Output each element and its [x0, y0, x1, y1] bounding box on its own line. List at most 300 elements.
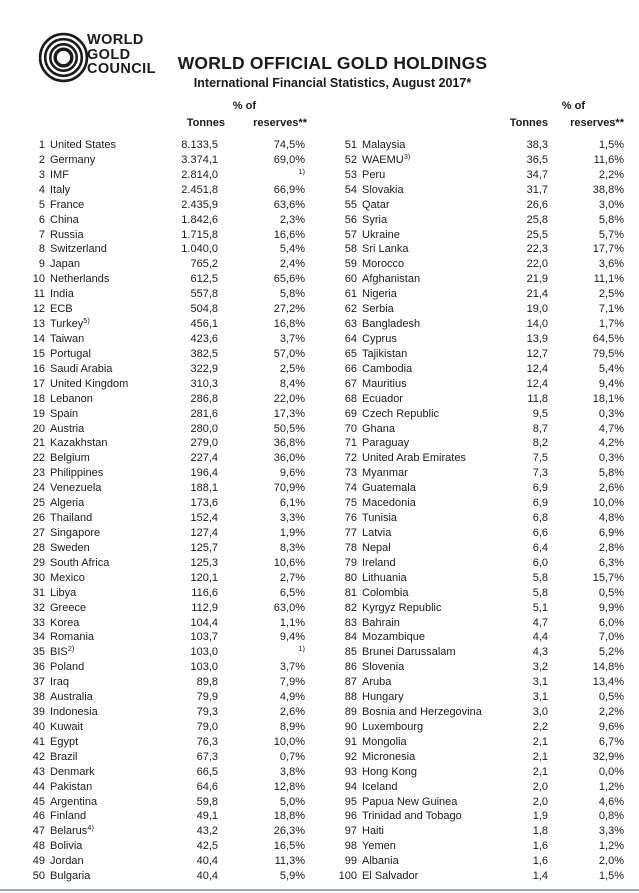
country-cell: Luxembourg: [362, 720, 424, 733]
tonnes-cell: 12,4: [526, 362, 548, 375]
rank-cell: 100: [338, 870, 357, 883]
table-row: [312, 720, 639, 735]
tonnes-cell: 4,7: [532, 616, 548, 629]
table-row: [312, 451, 639, 466]
rank-cell: 45: [32, 795, 45, 808]
tonnes-cell: 1,9: [532, 810, 548, 823]
rank-cell: 66: [344, 362, 357, 375]
country-cell: Kyrgyz Republic: [362, 601, 442, 614]
table-row: [312, 765, 639, 780]
logo-word-1: WORLD: [87, 32, 144, 48]
pct-of-reserves-cell: 1,5%: [598, 139, 624, 151]
country-cell: Slovenia: [362, 661, 405, 674]
country-cell: Morocco: [362, 258, 405, 271]
rank-cell: 64: [344, 332, 357, 345]
table-row: [312, 287, 639, 302]
rank-cell: 41: [32, 735, 45, 748]
tonnes-cell: 5,8: [532, 586, 548, 599]
rank-cell: 56: [344, 213, 357, 226]
pct-of-reserves-cell: 38,8%: [592, 183, 624, 196]
pct-of-reserves-cell: 0,3%: [598, 407, 624, 420]
rank-cell: 79: [344, 556, 357, 569]
table-row: [312, 302, 639, 317]
right-col-header-tonnes: Tonnes: [509, 117, 548, 129]
tonnes-cell: 280,0: [190, 422, 218, 435]
pct-of-reserves-cell: 1): [298, 166, 305, 176]
pct-of-reserves-cell: 15,7%: [592, 571, 624, 584]
table-row: [0, 601, 312, 616]
rank-cell: 46: [32, 810, 45, 823]
tonnes-cell: 89,8: [196, 676, 218, 689]
rank-cell: 37: [32, 676, 45, 689]
table-row: [312, 526, 639, 541]
rank-cell: 93: [344, 765, 357, 778]
table-row: [0, 616, 312, 631]
tonnes-cell: 5,8: [532, 571, 548, 584]
country-cell: Aruba: [362, 676, 392, 689]
country-cell: Peru: [362, 168, 386, 181]
pct-of-reserves-cell: 4,9%: [279, 691, 305, 704]
pct-of-reserves-cell: 7,0%: [598, 631, 624, 644]
country-cell: Ecuador: [362, 392, 403, 405]
country-cell: Bangladesh: [362, 318, 421, 331]
country-cell: Ireland: [362, 556, 396, 569]
country-cell: ECB: [50, 303, 73, 316]
table-row: [0, 242, 312, 257]
pct-of-reserves-cell: 79,5%: [592, 347, 624, 360]
tonnes-cell: 25,5: [526, 228, 548, 241]
tonnes-cell: 227,4: [190, 452, 218, 465]
table-row: [312, 795, 639, 810]
tonnes-cell: 59,8: [196, 795, 218, 808]
pct-of-reserves-cell: 11,6%: [593, 153, 624, 166]
country-cell: Jordan: [50, 855, 84, 868]
pct-of-reserves-cell: 17,3%: [273, 407, 305, 420]
pct-of-reserves-cell: 1): [298, 644, 305, 654]
tonnes-cell: 188,1: [190, 482, 218, 495]
pct-of-reserves-cell: 1,1%: [279, 616, 305, 629]
rank-cell: 84: [344, 631, 357, 644]
pct-of-reserves-cell: 69,0%: [273, 153, 305, 166]
country-cell: Russia: [50, 228, 84, 241]
rank-cell: 88: [344, 691, 357, 704]
table-row: [0, 466, 312, 481]
pct-of-reserves-cell: 8,4%: [279, 377, 305, 390]
rank-cell: 92: [344, 750, 357, 763]
country-cell: Bolivia: [50, 840, 83, 853]
pct-of-reserves-cell: 0,0%: [598, 765, 624, 778]
pct-of-reserves-cell: 2,5%: [598, 288, 624, 301]
rank-cell: 38: [32, 691, 45, 704]
country-cell: Latvia: [362, 526, 392, 539]
rank-cell: 2: [38, 153, 45, 166]
tonnes-cell: 21,9: [526, 273, 548, 286]
rank-cell: 44: [32, 780, 45, 793]
country-cell: Egypt: [50, 735, 79, 748]
tonnes-cell: 1.040,0: [181, 243, 218, 256]
rank-cell: 85: [344, 646, 357, 659]
pct-of-reserves-cell: 12,8%: [273, 780, 305, 793]
country-cell: Mexico: [50, 571, 85, 584]
rank-cell: 28: [32, 541, 45, 554]
table-row: [312, 705, 639, 720]
pct-of-reserves-cell: 6,0%: [598, 616, 624, 629]
rank-cell: 6: [38, 213, 45, 226]
rank-cell: 61: [344, 288, 357, 301]
country-cell: Poland: [50, 661, 85, 674]
rank-cell: 25: [32, 497, 45, 510]
country-cell: Nepal: [362, 541, 391, 554]
table-row: [312, 436, 639, 451]
pct-of-reserves-cell: 9,4%: [598, 377, 624, 390]
table-row: [312, 317, 639, 332]
pct-of-reserves-cell: 3,8%: [279, 765, 305, 778]
table-row: [312, 869, 639, 884]
country-cell: Korea: [50, 616, 80, 629]
rank-cell: 63: [344, 318, 357, 331]
rank-cell: 59: [344, 258, 357, 271]
tonnes-cell: 66,5: [196, 765, 218, 778]
table-row: [0, 780, 312, 795]
country-cell: Belarus$^{4)}$: [50, 823, 94, 838]
country-cell: Czech Republic: [362, 407, 440, 420]
table-row: [0, 228, 312, 243]
pct-of-reserves-cell: 16,5%: [273, 840, 305, 853]
table-row: [0, 153, 312, 168]
pct-of-reserves-cell: 6,9%: [598, 526, 624, 539]
rank-cell: 62: [344, 303, 357, 316]
pct-of-reserves-cell: 36,0%: [273, 452, 305, 465]
country-cell: Tajikistan: [362, 347, 408, 360]
pct-of-reserves-cell: 26,3%: [273, 825, 305, 838]
pct-of-reserves-cell: 1,9%: [279, 526, 305, 539]
pct-of-reserves-cell: 2,8%: [598, 541, 624, 554]
tonnes-cell: 103,0: [190, 661, 218, 674]
country-cell: South Africa: [50, 556, 110, 569]
tonnes-cell: 3,1: [532, 676, 548, 689]
logo-word-2: GOLD: [87, 46, 131, 63]
rank-cell: 97: [344, 825, 357, 838]
pct-of-reserves-cell: 2,0%: [598, 855, 624, 868]
tonnes-cell: 6,9: [532, 497, 548, 510]
tonnes-cell: 7,5: [532, 452, 548, 465]
rank-cell: 20: [32, 422, 45, 435]
rank-cell: 5: [38, 198, 45, 211]
pct-of-reserves-cell: 27,2%: [273, 303, 305, 316]
tonnes-cell: 6,0: [532, 556, 548, 569]
table-row: [0, 198, 312, 213]
tonnes-cell: 2,1: [532, 765, 548, 778]
pct-of-reserves-cell: 8,3%: [279, 541, 305, 554]
rank-cell: 68: [344, 392, 357, 405]
country-cell: Saudi Arabia: [50, 362, 113, 375]
country-cell: WAEMU$^{3)}$: [362, 151, 411, 166]
rank-cell: 22: [32, 452, 45, 465]
country-cell: Denmark: [50, 765, 95, 778]
pct-of-reserves-cell: 2,6%: [598, 482, 624, 495]
pct-of-reserves-cell: 16,6%: [273, 228, 305, 241]
tonnes-cell: 2.435,9: [181, 198, 218, 211]
table-row: [0, 287, 312, 302]
pct-of-reserves-cell: 36,8%: [273, 437, 305, 450]
rank-cell: 76: [344, 512, 357, 525]
country-cell: United Arab Emirates: [362, 452, 466, 465]
tonnes-cell: 196,4: [190, 467, 218, 480]
bottom-rule: [0, 889, 639, 891]
left-col-header-tonnes: Tonnes: [186, 117, 225, 129]
country-cell: Albania: [362, 855, 399, 868]
country-cell: Philippines: [50, 467, 104, 480]
tonnes-cell: 116,6: [191, 586, 218, 599]
tonnes-cell: 2,2: [532, 720, 548, 733]
tonnes-cell: 8,2: [532, 437, 548, 450]
rank-cell: 69: [344, 407, 357, 420]
tonnes-cell: 67,3: [196, 750, 218, 763]
pct-of-reserves-cell: 5,4%: [598, 362, 624, 375]
pct-of-reserves-cell: 18,8%: [273, 810, 305, 823]
pct-of-reserves-cell: 4,2%: [598, 437, 624, 450]
country-cell: Algeria: [50, 497, 85, 510]
pct-of-reserves-cell: 5,0%: [279, 795, 305, 808]
pct-of-reserves-cell: 74,5%: [273, 139, 305, 151]
pct-of-reserves-cell: 0,8%: [598, 810, 624, 823]
country-cell: Tunisia: [362, 512, 398, 525]
table-row: [312, 466, 639, 481]
country-cell: Bosnia and Herzegovina: [362, 706, 482, 719]
table-row: [0, 347, 312, 362]
page-title: WORLD OFFICIAL GOLD HOLDINGS: [177, 53, 488, 73]
country-cell: Greece: [50, 601, 87, 614]
tonnes-cell: 42,5: [196, 840, 218, 853]
country-cell: China: [50, 213, 79, 226]
rank-cell: 40: [32, 720, 45, 733]
rank-cell: 71: [344, 437, 357, 450]
tonnes-cell: 152,4: [190, 512, 218, 525]
table-row: [312, 377, 639, 392]
rank-cell: 96: [344, 810, 357, 823]
table-row: [312, 347, 639, 362]
rank-cell: 18: [32, 392, 45, 405]
tonnes-cell: 612,5: [190, 273, 218, 286]
rank-cell: 98: [344, 840, 357, 853]
table-row: [0, 362, 312, 377]
pct-of-reserves-cell: 2,4%: [279, 258, 305, 271]
country-cell: Indonesia: [50, 706, 98, 719]
country-cell: Japan: [50, 258, 80, 271]
rank-cell: 13: [32, 318, 45, 331]
pct-of-reserves-cell: 3,3%: [279, 512, 305, 525]
table-row: [0, 332, 312, 347]
rank-cell: 39: [32, 706, 45, 719]
country-cell: Syria: [362, 213, 388, 226]
table-row: [312, 556, 639, 571]
country-cell: Austria: [50, 422, 85, 435]
pct-of-reserves-cell: 9,9%: [598, 601, 624, 614]
country-cell: United Kingdom: [50, 377, 129, 390]
table-row: [312, 601, 639, 616]
tonnes-cell: 310,3: [190, 377, 218, 390]
pct-of-reserves-cell: 70,9%: [273, 482, 305, 495]
pct-of-reserves-cell: 5,7%: [598, 228, 624, 241]
pct-of-reserves-cell: 4,7%: [598, 422, 624, 435]
country-cell: Paraguay: [362, 437, 410, 450]
rank-cell: 9: [38, 258, 45, 271]
holdings-table-right: [312, 138, 639, 884]
rank-cell: 35: [32, 646, 45, 659]
rank-cell: 3: [38, 168, 45, 181]
table-row: [0, 511, 312, 526]
rank-cell: 74: [344, 482, 357, 495]
tonnes-cell: 7,3: [532, 467, 548, 480]
right-col-header-reserves: reserves**: [570, 117, 624, 129]
pct-of-reserves-cell: 11,3%: [274, 855, 305, 868]
country-cell: Bulgaria: [50, 870, 91, 883]
rank-cell: 75: [344, 497, 357, 510]
rank-cell: 94: [344, 780, 357, 793]
tonnes-cell: 21,4: [526, 288, 548, 301]
country-cell: Trinidad and Tobago: [362, 810, 462, 823]
country-cell: Switzerland: [50, 243, 107, 256]
pct-of-reserves-cell: 57,0%: [273, 347, 305, 360]
pct-of-reserves-cell: 10,0%: [592, 497, 624, 510]
pct-of-reserves-cell: 0,5%: [598, 691, 624, 704]
rank-cell: 30: [32, 571, 45, 584]
table-row: [0, 839, 312, 854]
table-row: [0, 213, 312, 228]
country-cell: Belgium: [50, 452, 90, 465]
table-row: [0, 317, 312, 332]
rank-cell: 70: [344, 422, 357, 435]
rank-cell: 4: [38, 183, 45, 196]
tonnes-cell: 1,8: [532, 825, 548, 838]
tonnes-cell: 765,2: [190, 258, 218, 271]
tonnes-cell: 120,1: [190, 571, 218, 584]
table-row: [0, 257, 312, 272]
pct-of-reserves-cell: 17,7%: [592, 243, 624, 256]
table-row: [0, 645, 312, 660]
country-cell: Macedonia: [362, 497, 416, 510]
logo-word-3: COUNCIL: [87, 61, 156, 77]
tonnes-cell: 14,0: [526, 318, 548, 331]
tonnes-cell: 2,0: [532, 780, 548, 793]
table-row: [0, 183, 312, 198]
tonnes-cell: 40,4: [196, 870, 218, 883]
rank-cell: 16: [32, 362, 45, 375]
tonnes-cell: 36,5: [526, 153, 548, 166]
rank-cell: 32: [32, 601, 45, 614]
pct-of-reserves-cell: 7,1%: [598, 303, 624, 316]
table-row: [0, 705, 312, 720]
pct-of-reserves-cell: 13,4%: [592, 676, 624, 689]
table-row: [0, 422, 312, 437]
table-row: [0, 630, 312, 645]
tonnes-cell: 281,6: [190, 407, 218, 420]
tonnes-cell: 4,4: [532, 631, 548, 644]
tonnes-cell: 1,6: [532, 840, 548, 853]
rank-cell: 86: [344, 661, 357, 674]
table-row: [0, 571, 312, 586]
pct-of-reserves-cell: 5,2%: [598, 646, 624, 659]
table-row: [0, 735, 312, 750]
tonnes-cell: 104,4: [190, 616, 218, 629]
rank-cell: 50: [32, 870, 45, 883]
rank-cell: 8: [38, 243, 45, 256]
pct-of-reserves-cell: 6,7%: [598, 735, 624, 748]
pct-of-reserves-cell: 50,5%: [273, 422, 305, 435]
tonnes-cell: 2,1: [532, 750, 548, 763]
pct-of-reserves-cell: 5,8%: [598, 467, 624, 480]
country-cell: Singapore: [50, 526, 101, 539]
table-row: [0, 496, 312, 511]
country-cell: Australia: [50, 691, 93, 704]
rank-cell: 80: [344, 571, 357, 584]
rank-cell: 73: [344, 467, 357, 480]
tonnes-cell: 22,3: [526, 243, 548, 256]
country-cell: Netherlands: [50, 273, 110, 286]
rank-cell: 15: [32, 347, 45, 360]
country-cell: Cambodia: [362, 362, 413, 375]
rank-cell: 34: [32, 631, 45, 644]
pct-of-reserves-cell: 6,3%: [598, 556, 624, 569]
rank-cell: 11: [33, 288, 45, 301]
rank-cell: 57: [344, 228, 357, 241]
right-col-header-pct-of: % of: [561, 100, 585, 112]
table-row: [312, 586, 639, 601]
pct-of-reserves-cell: 5,8%: [279, 288, 305, 301]
country-cell: Yemen: [362, 840, 396, 853]
rank-cell: 23: [32, 467, 45, 480]
tonnes-cell: 31,7: [526, 183, 548, 196]
country-cell: El Salvador: [362, 870, 419, 883]
tonnes-cell: 112,9: [191, 601, 218, 614]
tonnes-cell: 2.451,8: [181, 183, 218, 196]
country-cell: Qatar: [362, 198, 390, 211]
country-cell: Iraq: [50, 676, 69, 689]
country-cell: Hong Kong: [362, 765, 418, 778]
tonnes-cell: 3,0: [532, 706, 548, 719]
rank-cell: 42: [32, 750, 45, 763]
table-row: [0, 720, 312, 735]
country-cell: Papua New Guinea: [362, 795, 458, 808]
pct-of-reserves-cell: 2,7%: [279, 571, 305, 584]
pct-of-reserves-cell: 1,2%: [598, 780, 624, 793]
tonnes-cell: 125,3: [190, 556, 218, 569]
rank-cell: 60: [344, 273, 357, 286]
rank-cell: 12: [32, 303, 45, 316]
pct-of-reserves-cell: 4,6%: [598, 795, 624, 808]
table-row: [312, 630, 639, 645]
tonnes-cell: 5,1: [532, 601, 548, 614]
rank-cell: 47: [32, 825, 45, 838]
tonnes-cell: 79,3: [196, 706, 218, 719]
table-row: [0, 809, 312, 824]
country-cell: Hungary: [362, 691, 404, 704]
tonnes-cell: 12,4: [526, 377, 548, 390]
table-row: [312, 616, 639, 631]
pct-of-reserves-cell: 18,1%: [592, 392, 624, 405]
country-cell: Haiti: [362, 825, 385, 838]
rank-cell: 53: [344, 168, 357, 181]
table-row: [0, 795, 312, 810]
country-cell: Iceland: [362, 780, 398, 793]
rank-cell: 78: [344, 541, 357, 554]
rank-cell: 29: [32, 556, 45, 569]
pct-of-reserves-cell: 9,6%: [598, 720, 624, 733]
pct-of-reserves-cell: 3,6%: [598, 258, 624, 271]
pct-of-reserves-cell: 0,3%: [598, 452, 624, 465]
tonnes-cell: 3,2: [532, 661, 548, 674]
pct-of-reserves-cell: 10,0%: [273, 735, 305, 748]
